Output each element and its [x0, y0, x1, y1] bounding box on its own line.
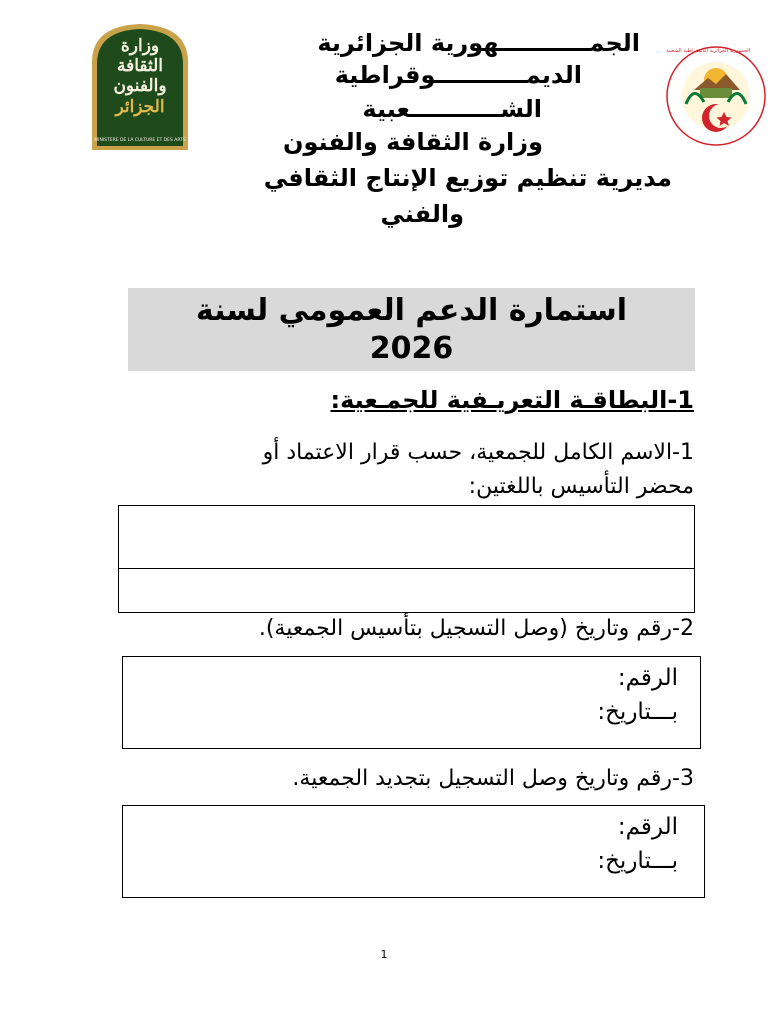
- header-line-3: الشـــــــــــعبية: [362, 95, 542, 123]
- question-1-line-1: 1-الاسم الكامل للجمعية، حسب قرار الاعتماد أو: [262, 440, 694, 465]
- emblem-ring-text: الجمهورية الجزائرية الديمقراطية الشعبية: [666, 48, 750, 54]
- logo-left-text-2: الثقافة: [116, 56, 164, 76]
- question-1-line-2: محضر التأسيس باللغتين:: [468, 474, 694, 499]
- renewal-date-label: بـــتاريخ:: [597, 848, 678, 874]
- registration-info-box[interactable]: [122, 656, 701, 749]
- directorate-line-1: مديرية تنظيم توزيع الإنتاج الثقافي: [263, 164, 672, 192]
- question-2: 2-رقم وتاريخ (وصل التسجيل بتأسيس الجمعية).: [258, 616, 694, 641]
- registration-date-label: بـــتاريخ:: [597, 699, 678, 725]
- directorate-line-2: والفني: [380, 200, 464, 228]
- logo-left-text-3: والفنون: [113, 76, 167, 96]
- ministry-culture-logo: [88, 22, 192, 152]
- ministry-name: وزارة الثقافة والفنون: [282, 128, 543, 156]
- renewal-number-label: الرقم:: [617, 814, 678, 840]
- header-line-2: الديمـــــــــــوقراطية: [334, 61, 582, 89]
- page-number: 1: [380, 948, 388, 961]
- form-title-box: [128, 288, 695, 371]
- state-emblem-icon: [664, 44, 768, 148]
- question-3: 3-رقم وتاريخ وصل التسجيل بتجديد الجمعية.: [292, 766, 694, 791]
- association-name-latin-field[interactable]: [119, 569, 694, 612]
- association-name-arabic-field[interactable]: [119, 506, 694, 568]
- header-line-1: الجمـــــــــــهورية الجزائرية: [317, 29, 640, 57]
- renewal-info-box[interactable]: [122, 805, 705, 898]
- registration-number-label: الرقم:: [617, 665, 678, 691]
- logo-left-subtext: MINISTERE DE LA CULTURE ET DES ARTS: [94, 138, 186, 143]
- form-title-year: 2026: [369, 330, 454, 366]
- form-title-line-1: استمارة الدعم العمومي لسنة: [195, 292, 628, 328]
- section-1-title: 1-البطاقـة التعريـفية للجمـعية:: [330, 386, 694, 414]
- association-name-table: [118, 505, 695, 613]
- logo-left-text-4: الجزائر: [115, 97, 165, 117]
- state-emblem-logo: [664, 44, 768, 148]
- logo-left-text-1: وزارة: [120, 36, 160, 56]
